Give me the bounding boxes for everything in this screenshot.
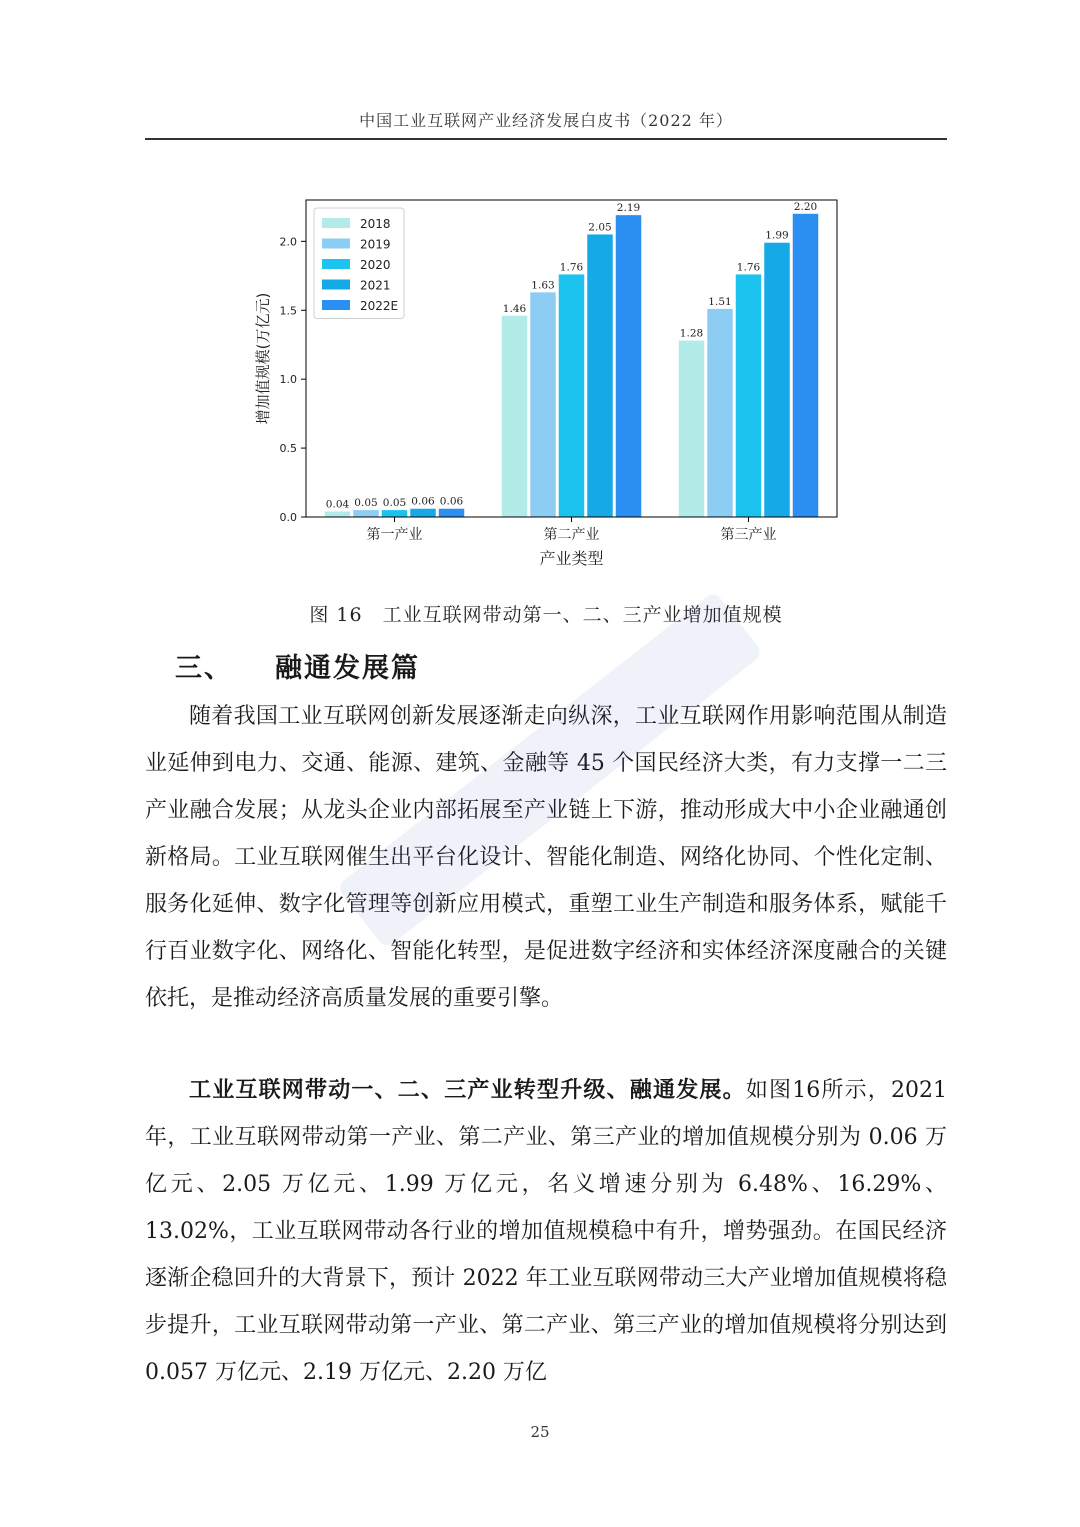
y-tick-label: 0.0 xyxy=(279,511,297,524)
data-label: 0.06 xyxy=(439,495,464,508)
bar xyxy=(530,292,556,517)
legend-swatch xyxy=(322,280,350,290)
section-title: 融通发展篇 xyxy=(275,653,420,684)
legend-swatch xyxy=(322,239,350,249)
bar xyxy=(353,510,379,517)
bar xyxy=(410,509,436,517)
x-tick-label: 第二产业 xyxy=(543,527,600,543)
data-label: 2.19 xyxy=(616,202,641,215)
paragraph xyxy=(145,1067,947,1396)
legend-label: 2022E xyxy=(360,299,399,313)
data-label: 1.76 xyxy=(559,261,584,274)
y-tick-label: 2.0 xyxy=(279,235,297,249)
y-tick-label: 1.5 xyxy=(279,304,297,318)
figure-caption: 图 16 工业互联网带动第一、二、三产业增加值规模 xyxy=(309,604,783,626)
legend-swatch xyxy=(322,218,350,228)
bar xyxy=(793,214,819,517)
bar xyxy=(559,274,585,517)
paragraph-lead: 工业互联网带动一、二、三产业转型升级、融通发展。 xyxy=(189,1078,746,1103)
x-tick-label: 第三产业 xyxy=(720,527,777,543)
data-label: 2.05 xyxy=(588,221,612,234)
legend-label: 2020 xyxy=(360,258,391,272)
x-tick-label: 第一产业 xyxy=(366,527,423,543)
page-number: 25 xyxy=(530,1423,550,1441)
bar xyxy=(764,243,790,517)
bar xyxy=(679,341,705,517)
bar xyxy=(439,509,465,517)
bar-chart-svg xyxy=(240,190,840,575)
y-tick-label: 0.5 xyxy=(279,442,297,456)
data-label: 1.51 xyxy=(708,295,732,308)
data-label: 2.20 xyxy=(793,200,818,213)
legend-label: 2019 xyxy=(360,237,391,252)
paragraph: 随着我国工业互联网创新发展逐渐走向纵深，工业互联网作用影响范围从制造业延伸到电力、交通、能源、建筑、金融等 45 个国民经济大类，有力支撑一二三产业融合发展；从龙头企业内部拓展至产业链上下游，推动形成大中小企业融通创新格局。工业互联网催生出平台化设计、智能化制造、网络化协同、个性化定制、服务化延伸、数字化管理等创新应用模式，重塑工业生产制造和服务体系，赋能千行百业数字化、网络化、智能化转型，是促进数字经济和实体经济深度融合的关键依托，是推动经济高质量发展的重要引擎。 xyxy=(145,704,947,1011)
section-heading xyxy=(175,646,420,685)
bar xyxy=(736,274,762,517)
running-header: 中国工业互联网产业经济发展白皮书（2022 年） xyxy=(359,111,733,130)
data-label: 0.06 xyxy=(411,495,435,508)
legend-label: 2018 xyxy=(360,217,391,231)
bar-chart xyxy=(240,190,840,575)
paragraph-body: 如图16所示，2021 年，工业互联网带动第一产业、第二产业、第三产业的增加值规模分别为 0.06 万亿元、2.05 万亿元、1.99 万亿元，名义增速分别为 6.48%、16.29%、13.02%，工业互联网带动各行业的增加值规模稳中有升，增势强劲。在国民经济逐渐企稳回升的大背景下，预计 2022 年工业互联网带动三大产业增加值规模将稳步提升，工业互联网带动第一产业、第二产业、第三产业的增加值规模将分别达到 0.057 万亿元、2.19 万亿元、2.20 万亿 xyxy=(145,1078,947,1385)
legend-swatch xyxy=(322,259,350,269)
bar xyxy=(325,511,351,517)
bar xyxy=(587,234,613,517)
bar xyxy=(382,510,408,517)
data-label: 1.99 xyxy=(765,229,789,242)
data-label: 0.05 xyxy=(382,497,407,510)
bar xyxy=(616,215,642,517)
header-divider xyxy=(145,138,947,140)
y-axis-label: 增加值规模(万亿元) xyxy=(254,292,272,425)
data-label: 1.76 xyxy=(736,261,761,274)
legend-label: 2021 xyxy=(360,278,391,293)
data-label: 0.05 xyxy=(354,497,378,510)
data-label: 1.63 xyxy=(531,279,555,292)
legend-swatch xyxy=(322,300,350,310)
y-tick-label: 1.0 xyxy=(279,373,297,387)
data-label: 0.04 xyxy=(325,498,350,511)
bar xyxy=(707,309,733,517)
data-label: 1.46 xyxy=(502,302,527,315)
bar xyxy=(502,316,528,517)
x-axis-label: 产业类型 xyxy=(539,549,604,568)
section-number: 三、 xyxy=(175,653,233,684)
data-label: 1.28 xyxy=(679,327,704,340)
